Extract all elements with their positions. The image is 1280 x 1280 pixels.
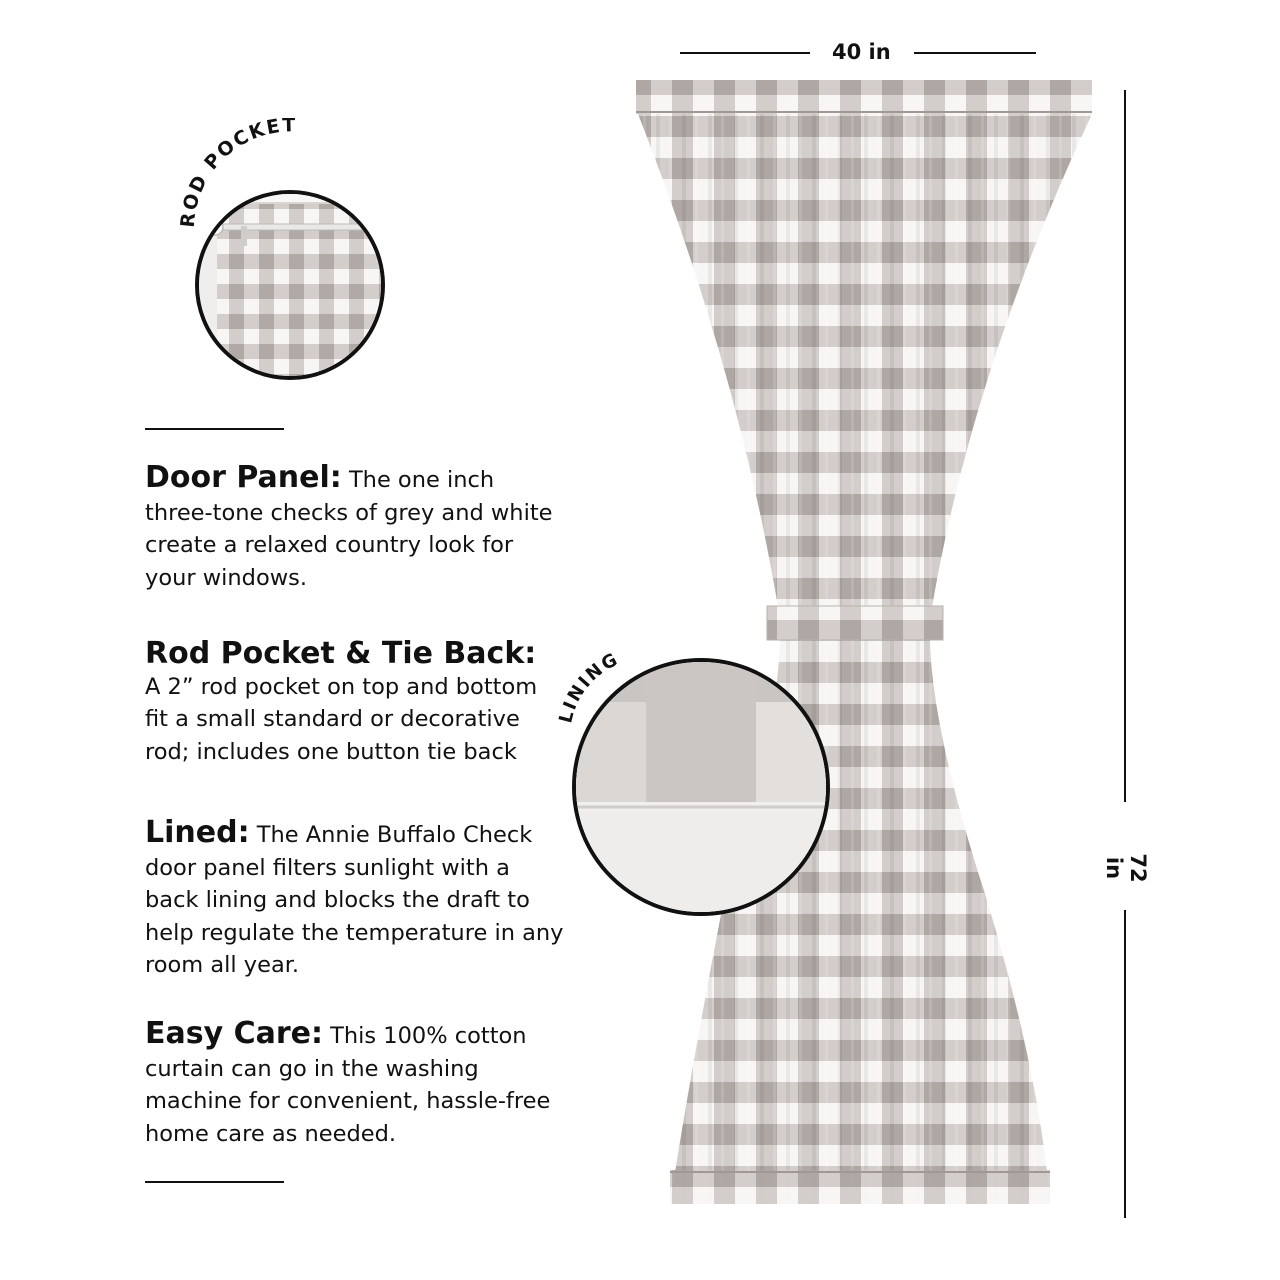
feature-easy-care: [145, 1018, 565, 1150]
feature-rod-pocket-tie-back: [145, 638, 565, 768]
lining-callout-label: [555, 640, 665, 740]
height-dimension-line-top: [1124, 90, 1126, 802]
svg-text:ROD POCKET: ROD POCKET: [176, 118, 298, 229]
width-dimension-label: 40 in: [832, 40, 891, 64]
top-divider: [145, 428, 284, 430]
feature-heading: Rod Pocket & Tie Back:: [145, 636, 537, 671]
feature-heading: Easy Care:: [145, 1016, 323, 1051]
feature-body: A 2” rod pocket on top and bottom fit a small standard or decorative rod; includes one button tie back: [145, 673, 538, 765]
feature-door-panel: [145, 462, 565, 594]
bottom-divider: [145, 1181, 284, 1183]
curtain-panel-image: [630, 74, 1100, 1214]
svg-text:LINING: LINING: [555, 648, 623, 726]
feature-body: This 100% cotton curtain can go in the washing machine for convenient, hassle-free home care as needed.: [145, 1023, 551, 1147]
feature-heading: Door Panel:: [145, 460, 342, 495]
feature-lined: [145, 817, 565, 982]
rod-pocket-callout-label: [172, 118, 322, 228]
width-dimension-line-right: [914, 52, 1036, 54]
feature-heading: Lined:: [145, 815, 250, 850]
width-dimension-line-left: [680, 52, 810, 54]
feature-body: The Annie Buffalo Check door panel filters sunlight with a back lining and blocks the draft to help regulate the temperature in any room all year.: [145, 822, 564, 978]
height-dimension-label: 72 in: [1102, 853, 1150, 883]
feature-body: The one inch three-tone checks of grey and white create a relaxed country look for your windows.: [145, 467, 553, 591]
height-dimension-line-bottom: [1124, 910, 1126, 1218]
